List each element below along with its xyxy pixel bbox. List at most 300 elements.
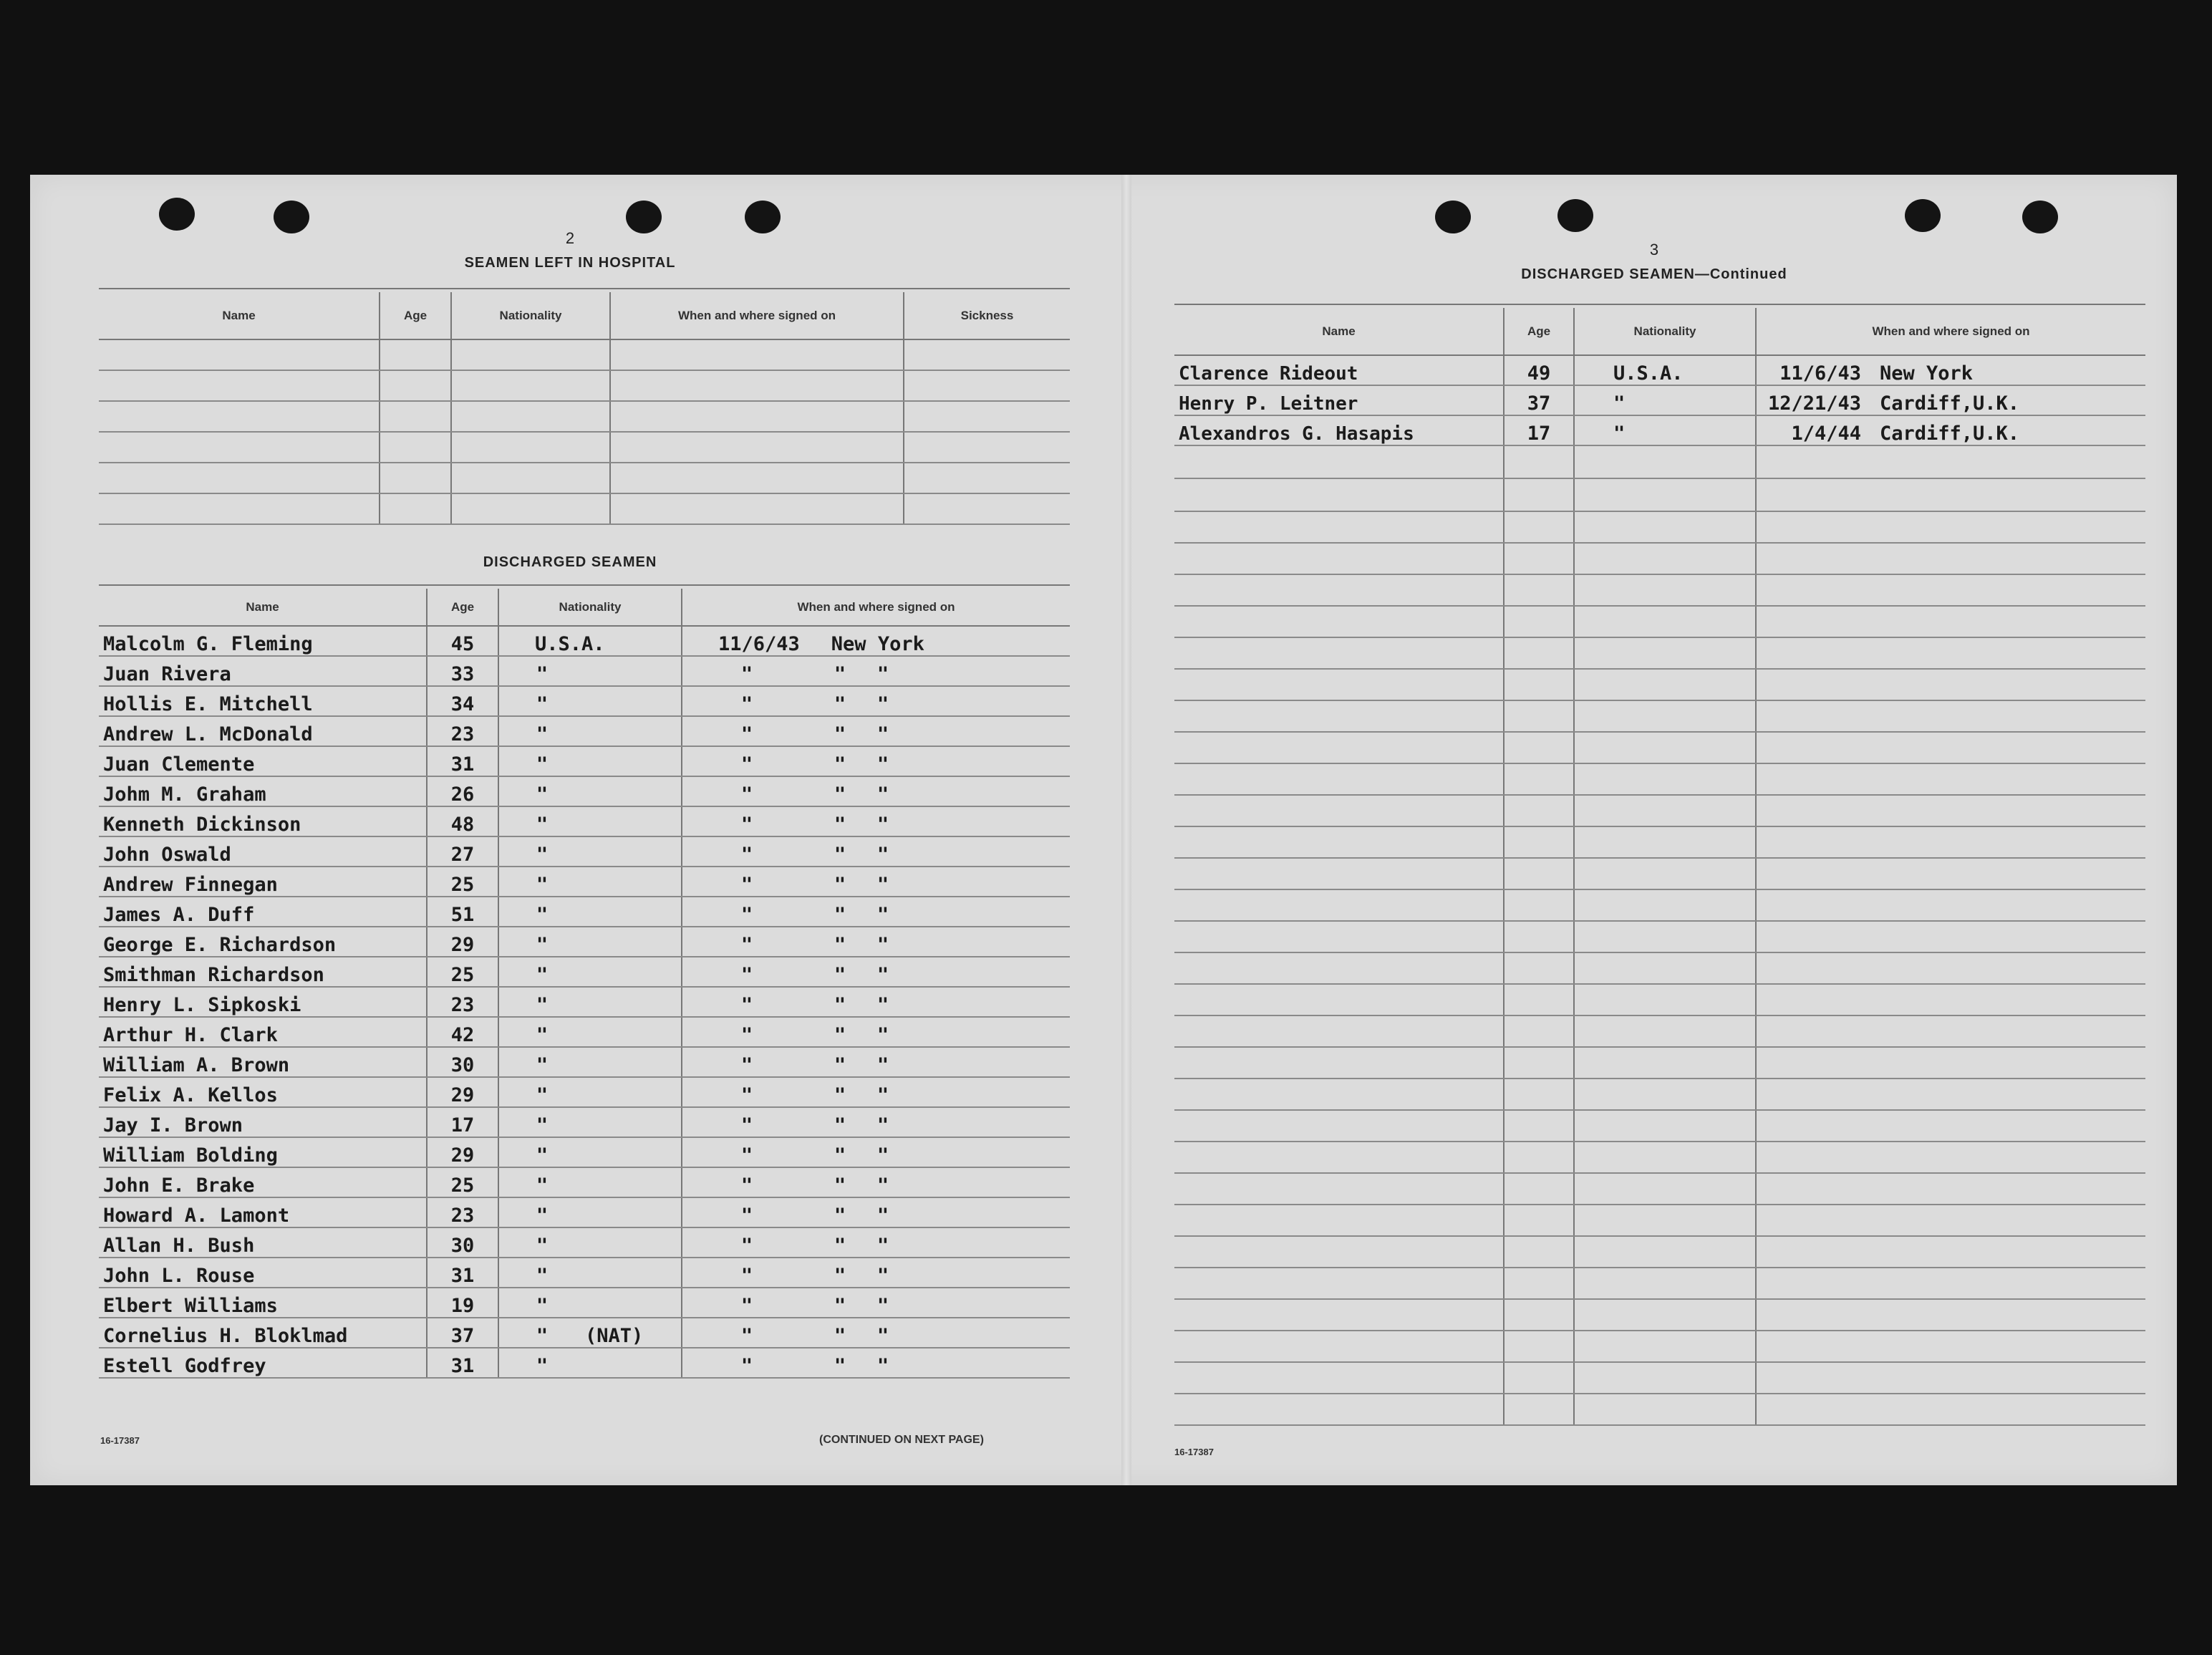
table-row [1174, 1362, 2145, 1394]
seaman-age: 45 [427, 626, 498, 656]
table-row [1174, 543, 2145, 574]
ditto-mark: " [834, 693, 846, 715]
ditto-mark: " [740, 1235, 753, 1257]
seaman-age: 42 [427, 1017, 498, 1047]
table-row [99, 746, 1070, 776]
table-row [1174, 1173, 2145, 1205]
table-row [99, 686, 1070, 716]
table-row [1174, 795, 2145, 826]
naturalized-note: (NAT) [585, 1325, 644, 1347]
table-row [99, 957, 1070, 987]
seaman-age: 25 [427, 1167, 498, 1197]
ditto-mark: " [876, 1325, 889, 1347]
col-header-sickness: Sickness [904, 292, 1070, 339]
seaman-age: 29 [427, 1137, 498, 1167]
seaman-age: 31 [427, 1348, 498, 1378]
ditto-mark: " [876, 844, 889, 866]
seaman-age: 27 [427, 836, 498, 867]
ditto-mark: " [834, 994, 846, 1016]
seaman-nationality [498, 776, 682, 806]
table-row [1174, 1331, 2145, 1362]
seaman-name: Juan Rivera [99, 656, 427, 686]
hospital-table [99, 292, 1070, 525]
ditto-mark: " [834, 1174, 846, 1197]
col-header-name: Name [1174, 308, 1504, 355]
form-number: 16-17387 [1174, 1447, 1214, 1457]
table-row [99, 463, 1070, 493]
ditto-mark: " [740, 1325, 753, 1347]
seaman-nationality [498, 1137, 682, 1167]
table-row [99, 432, 1070, 463]
ditto-mark: " [876, 1205, 889, 1227]
seaman-name: William Bolding [99, 1137, 427, 1167]
seaman-nationality [498, 1167, 682, 1197]
table-row [99, 1047, 1070, 1077]
seaman-nationality [498, 656, 682, 686]
seaman-name: James A. Duff [99, 897, 427, 927]
table-row [99, 1227, 1070, 1258]
ditto-mark: " [740, 874, 753, 896]
ditto-mark: " [876, 1144, 889, 1167]
seaman-nationality [498, 1197, 682, 1227]
ditto-mark: " [740, 1114, 753, 1137]
signed-on [1756, 355, 2145, 385]
ditto-mark: " [834, 934, 846, 956]
ditto-mark: " [834, 1355, 846, 1377]
seaman-age: 25 [427, 867, 498, 897]
seaman-nationality [498, 1077, 682, 1107]
col-header-signed-on: When and where signed on [610, 292, 904, 339]
signed-on [682, 656, 1070, 686]
ditto-mark: " [834, 1024, 846, 1046]
table-row [99, 1348, 1070, 1378]
table-row [1174, 1110, 2145, 1142]
ditto-mark: " [740, 1024, 753, 1046]
seaman-age: 48 [427, 806, 498, 836]
table-row [99, 1197, 1070, 1227]
ditto-mark: " [740, 964, 753, 986]
table-row [1174, 889, 2145, 921]
page-number: 2 [565, 229, 575, 247]
seaman-name: Hollis E. Mitchell [99, 686, 427, 716]
page-number: 3 [1649, 241, 1659, 259]
signed-on [682, 927, 1070, 957]
ditto-mark: " [536, 1174, 549, 1197]
seaman-name: Malcolm G. Fleming [99, 626, 427, 656]
ditto-mark: " [536, 783, 549, 806]
table-row [1174, 1394, 2145, 1425]
ditto-mark: " [740, 663, 753, 685]
table-row [99, 927, 1070, 957]
ditto-mark: " [834, 723, 846, 746]
seaman-nationality [498, 686, 682, 716]
table-row [1174, 1236, 2145, 1268]
signed-on [682, 1107, 1070, 1137]
seaman-nationality [498, 867, 682, 897]
ditto-mark: " [740, 1084, 753, 1106]
ditto-mark: " [536, 1054, 549, 1076]
discharged-table [99, 589, 1070, 1379]
table-row [1174, 763, 2145, 795]
signed-on [682, 746, 1070, 776]
ditto-mark: " [740, 934, 753, 956]
ditto-mark: " [834, 874, 846, 896]
signed-on [682, 1017, 1070, 1047]
ditto-mark: " [740, 783, 753, 806]
ditto-mark: " [740, 1355, 753, 1377]
signed-on [682, 957, 1070, 987]
table-row [1174, 921, 2145, 952]
seaman-nationality: " [1574, 415, 1756, 445]
ditto-mark: " [834, 1114, 846, 1137]
table-row [1174, 1299, 2145, 1331]
ditto-mark: " [834, 783, 846, 806]
ditto-mark: " [834, 964, 846, 986]
table-row [1174, 574, 2145, 606]
seaman-nationality [498, 1348, 682, 1378]
table-row [99, 1077, 1070, 1107]
seaman-age: 49 [1504, 355, 1574, 385]
discharged-continued-title: DISCHARGED SEAMEN—Continued [1521, 266, 1787, 282]
seaman-age: 29 [427, 1077, 498, 1107]
signed-on [682, 1047, 1070, 1077]
seaman-age: 33 [427, 656, 498, 686]
seaman-name: Johm M. Graham [99, 776, 427, 806]
signed-on [682, 1137, 1070, 1167]
ditto-mark: " [834, 814, 846, 836]
ditto-mark: " [876, 934, 889, 956]
signed-on [682, 1258, 1070, 1288]
table-row [1174, 445, 2145, 478]
ditto-mark: " [834, 1265, 846, 1287]
seaman-age: 30 [427, 1047, 498, 1077]
signed-on-place: New York [1880, 362, 1974, 385]
signed-on [682, 716, 1070, 746]
table-row [99, 867, 1070, 897]
ditto-mark: " [876, 1114, 889, 1137]
signed-on [682, 686, 1070, 716]
seaman-name: Juan Clemente [99, 746, 427, 776]
table-row [1174, 511, 2145, 543]
ditto-mark: " [834, 753, 846, 776]
table-row [1174, 1015, 2145, 1047]
table-row [99, 1288, 1070, 1318]
ditto-mark: " [876, 1174, 889, 1197]
seaman-name: Arthur H. Clark [99, 1017, 427, 1047]
seaman-name: Henry L. Sipkoski [99, 987, 427, 1017]
signed-on [682, 1348, 1070, 1378]
signed-on-place: New York [831, 633, 924, 655]
signed-on-date: 1/4/44 [1791, 423, 1861, 445]
ditto-mark: " [536, 1084, 549, 1106]
seaman-name: Allan H. Bush [99, 1227, 427, 1258]
ditto-mark: " [834, 1295, 846, 1317]
ditto-mark: " [876, 904, 889, 926]
seaman-name: Smithman Richardson [99, 957, 427, 987]
ditto-mark: " [740, 904, 753, 926]
ditto-mark: " [536, 663, 549, 685]
table-row [99, 656, 1070, 686]
seaman-age: 31 [427, 1258, 498, 1288]
ditto-mark: " [740, 1205, 753, 1227]
col-header-name: Name [99, 292, 380, 339]
seaman-age: 51 [427, 897, 498, 927]
signed-on [1756, 415, 2145, 445]
ditto-mark: " [834, 1084, 846, 1106]
seaman-name: Andrew L. McDonald [99, 716, 427, 746]
ditto-mark: " [834, 663, 846, 685]
seaman-nationality [498, 987, 682, 1017]
table-row [99, 1107, 1070, 1137]
ditto-mark: " [536, 874, 549, 896]
ditto-mark: " [876, 874, 889, 896]
seaman-name: John E. Brake [99, 1167, 427, 1197]
col-header-age: Age [1504, 308, 1574, 355]
ditto-mark: " [834, 1235, 846, 1257]
seaman-age: 17 [427, 1107, 498, 1137]
table-row [99, 370, 1070, 401]
signed-on [682, 806, 1070, 836]
table-row [99, 401, 1070, 432]
ditto-mark: " [740, 844, 753, 866]
table-row [1174, 355, 2145, 385]
seaman-name: John L. Rouse [99, 1258, 427, 1288]
ditto-mark: " [834, 1054, 846, 1076]
seaman-nationality: U.S.A. [498, 626, 682, 656]
signed-on [682, 776, 1070, 806]
col-header-signed-on: When and where signed on [1756, 308, 2145, 355]
table-row [99, 626, 1070, 656]
ditto-mark: " [536, 1325, 549, 1347]
ditto-mark: " [834, 1205, 846, 1227]
signed-on-place: Cardiff,U.K. [1880, 423, 2020, 445]
ditto-mark: " [834, 1144, 846, 1167]
signed-on [682, 1077, 1070, 1107]
ditto-mark: " [536, 814, 549, 836]
table-row [99, 493, 1070, 524]
ditto-mark: " [740, 1265, 753, 1287]
seaman-name: Elbert Williams [99, 1288, 427, 1318]
seaman-nationality [498, 927, 682, 957]
seaman-name: Cornelius H. Bloklmad [99, 1318, 427, 1348]
seaman-name: Henry P. Leitner [1174, 385, 1504, 415]
seaman-name: Andrew Finnegan [99, 867, 427, 897]
seaman-name: William A. Brown [99, 1047, 427, 1077]
seaman-age: 31 [427, 746, 498, 776]
table-row [99, 1258, 1070, 1288]
seaman-age: 29 [427, 927, 498, 957]
ditto-mark: " [536, 1235, 549, 1257]
table-row [1174, 826, 2145, 858]
seaman-age: 23 [427, 987, 498, 1017]
page-fold [1121, 175, 1131, 1485]
ditto-mark: " [876, 693, 889, 715]
ditto-mark: " [740, 753, 753, 776]
ditto-mark: " [876, 994, 889, 1016]
seaman-nationality [498, 957, 682, 987]
seaman-age: 17 [1504, 415, 1574, 445]
seaman-age: 19 [427, 1288, 498, 1318]
ditto-mark: " [536, 1205, 549, 1227]
signed-on [682, 987, 1070, 1017]
signed-on [682, 626, 1070, 656]
table-row [1174, 385, 2145, 415]
ditto-mark: " [876, 783, 889, 806]
ditto-mark: " [876, 663, 889, 685]
table-row [1174, 1268, 2145, 1299]
signed-on [682, 1197, 1070, 1227]
ditto-mark: " [536, 723, 549, 746]
ditto-mark: " [536, 904, 549, 926]
ditto-mark: " [536, 1144, 549, 1167]
table-row [1174, 415, 2145, 445]
table-row [1174, 1079, 2145, 1110]
table-row [99, 806, 1070, 836]
table-row [1174, 984, 2145, 1015]
ditto-mark: " [876, 1295, 889, 1317]
col-header-nationality: Nationality [1574, 308, 1756, 355]
hospital-section-title: SEAMEN LEFT IN HOSPITAL [464, 255, 676, 271]
seaman-name: Howard A. Lamont [99, 1197, 427, 1227]
discharged-continued-table [1174, 308, 2145, 1426]
ditto-mark: " [876, 964, 889, 986]
seaman-nationality [498, 1288, 682, 1318]
seaman-age: 25 [427, 957, 498, 987]
table-row [1174, 1047, 2145, 1079]
ditto-mark: " [876, 1054, 889, 1076]
seaman-age: 26 [427, 776, 498, 806]
seaman-name: Kenneth Dickinson [99, 806, 427, 836]
col-header-signed-on: When and where signed on [682, 589, 1070, 626]
ditto-mark: " [740, 814, 753, 836]
seaman-nationality [498, 1318, 682, 1348]
ditto-mark: " [740, 723, 753, 746]
col-header-nationality: Nationality [498, 589, 682, 626]
left-page [30, 175, 1121, 1485]
table-row [1174, 858, 2145, 889]
ditto-mark: " [876, 1355, 889, 1377]
ditto-mark: " [834, 844, 846, 866]
table-row [1174, 606, 2145, 637]
ditto-mark: " [740, 1144, 753, 1167]
seaman-age: 30 [427, 1227, 498, 1258]
seaman-name: George E. Richardson [99, 927, 427, 957]
seaman-age: 37 [1504, 385, 1574, 415]
signed-on-date: 11/6/43 [718, 633, 800, 655]
col-header-age: Age [380, 292, 451, 339]
signed-on [682, 897, 1070, 927]
seaman-nationality: U.S.A. [1574, 355, 1756, 385]
seaman-nationality [498, 1227, 682, 1258]
table-row [99, 1318, 1070, 1348]
seaman-nationality [498, 716, 682, 746]
ditto-mark: " [876, 753, 889, 776]
table-row [99, 897, 1070, 927]
ditto-mark: " [536, 1295, 549, 1317]
seaman-nationality [498, 897, 682, 927]
table-row [1174, 700, 2145, 732]
ditto-mark: " [536, 844, 549, 866]
seaman-name: Clarence Rideout [1174, 355, 1504, 385]
ditto-mark: " [536, 693, 549, 715]
seaman-nationality: " [1574, 385, 1756, 415]
seaman-nationality [498, 1047, 682, 1077]
signed-on-date: 12/21/43 [1767, 392, 1861, 415]
ditto-mark: " [876, 814, 889, 836]
ditto-mark: " [740, 693, 753, 715]
table-row [1174, 952, 2145, 984]
signed-on [1756, 385, 2145, 415]
scanned-document [30, 175, 2177, 1485]
seaman-name: John Oswald [99, 836, 427, 867]
table-row [1174, 478, 2145, 511]
ditto-mark: " [876, 723, 889, 746]
table-row [99, 1137, 1070, 1167]
seaman-age: 23 [427, 716, 498, 746]
table-row [99, 987, 1070, 1017]
seaman-name: Estell Godfrey [99, 1348, 427, 1378]
signed-on [682, 1167, 1070, 1197]
ditto-mark: " [740, 1295, 753, 1317]
seaman-age: 37 [427, 1318, 498, 1348]
table-row [99, 836, 1070, 867]
col-header-age: Age [427, 589, 498, 626]
ditto-mark: " [536, 964, 549, 986]
form-number: 16-17387 [100, 1435, 140, 1446]
ditto-mark: " [876, 1024, 889, 1046]
seaman-nationality [498, 1258, 682, 1288]
seaman-nationality [498, 836, 682, 867]
right-page [1131, 175, 2177, 1485]
ditto-mark: " [876, 1084, 889, 1106]
seaman-age: 23 [427, 1197, 498, 1227]
signed-on [682, 867, 1070, 897]
ditto-mark: " [740, 1054, 753, 1076]
table-row [1174, 1142, 2145, 1173]
ditto-mark: " [536, 1355, 549, 1377]
ditto-mark: " [536, 753, 549, 776]
seaman-nationality [498, 746, 682, 776]
seaman-name: Alexandros G. Hasapis [1174, 415, 1504, 445]
signed-on-place: Cardiff,U.K. [1880, 392, 2020, 415]
ditto-mark: " [536, 1024, 549, 1046]
seaman-name: Felix A. Kellos [99, 1077, 427, 1107]
ditto-mark: " [536, 994, 549, 1016]
table-row [99, 339, 1070, 370]
table-row [99, 1017, 1070, 1047]
seaman-nationality [498, 806, 682, 836]
ditto-mark: " [740, 1174, 753, 1197]
ditto-mark: " [536, 1114, 549, 1137]
table-row [99, 1167, 1070, 1197]
ditto-mark: " [876, 1265, 889, 1287]
ditto-mark: " [834, 904, 846, 926]
col-header-name: Name [99, 589, 427, 626]
col-header-nationality: Nationality [451, 292, 610, 339]
signed-on [682, 1318, 1070, 1348]
signed-on-date: 11/6/43 [1779, 362, 1861, 385]
table-row [99, 776, 1070, 806]
seaman-nationality [498, 1017, 682, 1047]
ditto-mark: " [740, 994, 753, 1016]
signed-on [682, 836, 1070, 867]
continued-note: (CONTINUED ON NEXT PAGE) [819, 1434, 984, 1446]
table-row [1174, 669, 2145, 700]
seaman-age: 34 [427, 686, 498, 716]
signed-on [682, 1227, 1070, 1258]
table-row [1174, 732, 2145, 763]
seaman-nationality [498, 1107, 682, 1137]
